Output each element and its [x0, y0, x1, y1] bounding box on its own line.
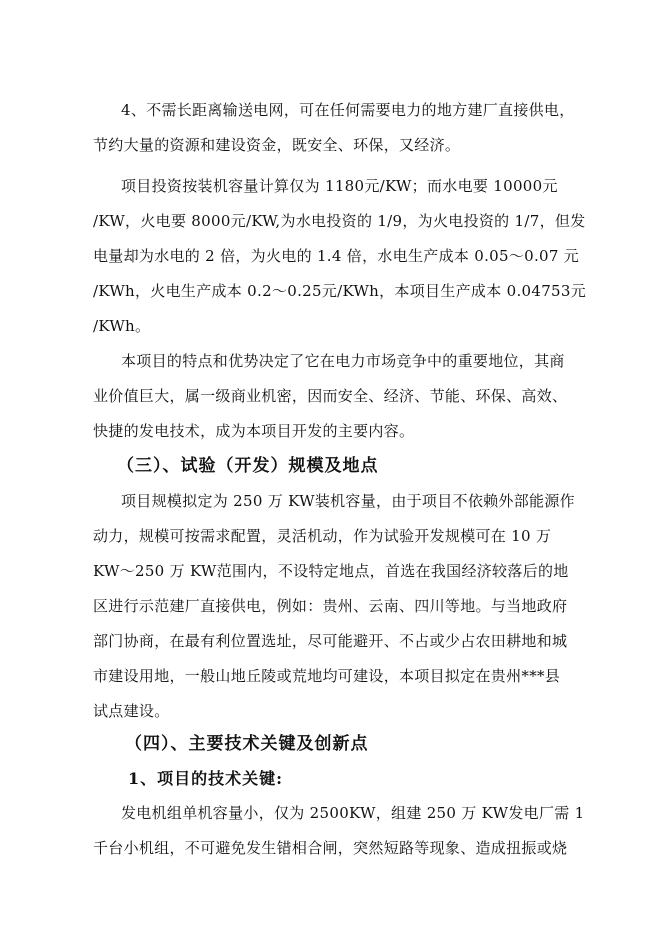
section-heading-4: （四）、主要技术关键及创新点 — [125, 734, 369, 754]
section-heading-3: （三）、试验（开发）规模及地点 — [117, 456, 379, 476]
para5-line-1: 发电机组单机容量小，仅为 2500KW，组建 250 万 KW发电厂需 1 — [121, 804, 585, 822]
para4-line-7: 试点建设。 — [93, 702, 170, 720]
para3-line-3: 快捷的发电技术，成为本项目开发的主要内容。 — [93, 422, 415, 440]
para4-line-3: KW～250 万 KW范围内，不设特定地点，首选在我国经济较落后的地 — [93, 562, 569, 580]
para2-line-2: /KW，火电要 8000元/KW,为水电投资的 1/9，为火电投资的 1/7，但发 — [93, 212, 586, 230]
para3-line-2: 业价值巨大，属一级商业机密，因而安全、经济、节能、环保、高效、 — [93, 387, 568, 405]
para4-line-1: 项目规模拟定为 250 万 KW装机容量，由于项目不依赖外部能源作 — [121, 492, 575, 510]
para2-line-5: /KWh。 — [93, 317, 151, 335]
para4-line-6: 市建设用地，一般山地丘陵或荒地均可建设，本项目拟定在贵州***县 — [93, 667, 561, 685]
para4-line-2: 动力，规模可按需求配置，灵活机动，作为试验开发规模可在 10 万 — [93, 527, 552, 545]
para4-line-5: 部门协商，在最有利位置选址，尽可能避开、不占或少占农田耕地和城 — [93, 632, 568, 650]
subsection-heading-1: 1、项目的技术关键: — [128, 769, 284, 788]
para5-line-2: 千台小机组，不可避免发生错相合闸，突然短路等现象、造成扭振或烧 — [93, 839, 568, 857]
para1-line-1: 4、不需长距离输送电网，可在任何需要电力的地方建厂直接供电， — [121, 101, 575, 119]
para4-line-4: 区进行示范建厂直接供电，例如：贵州、云南、四川等地。与当地政府 — [93, 597, 568, 615]
para2-line-1: 项目投资按装机容量计算仅为 1180元/KW；而水电要 10000元 — [121, 177, 558, 195]
para3-line-1: 本项目的特点和优势决定了它在电力市场竞争中的重要地位，其商 — [121, 352, 565, 370]
para2-line-3: 电量却为水电的 2 倍，为火电的 1.4 倍，水电生产成本 0.05～0.07 元 — [93, 247, 580, 265]
para1-line-2: 节约大量的资源和建设资金，既安全、环保，又经济。 — [93, 136, 461, 154]
para2-line-4: /KWh，火电生产成本 0.2～0.25元/KWh，本项目生产成本 0.04753元 — [93, 282, 587, 300]
